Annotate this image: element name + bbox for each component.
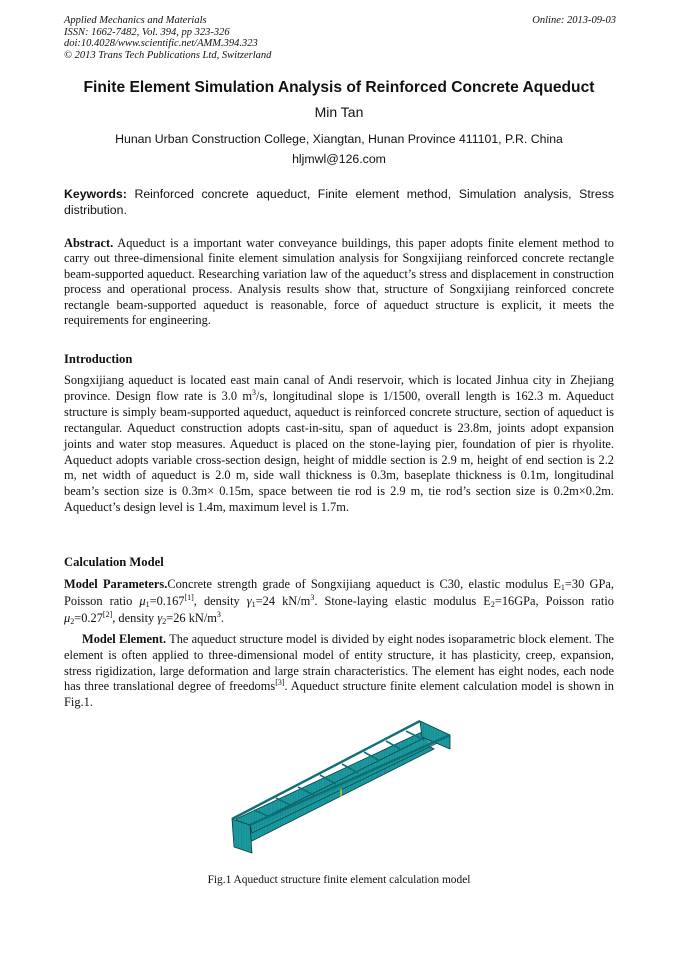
param-sub: 1 xyxy=(251,600,256,610)
issn-line: ISSN: 1662-7482, Vol. 394, pp 323-326 xyxy=(64,26,230,38)
param-text: . xyxy=(220,611,225,626)
introduction-paragraph xyxy=(64,373,614,516)
mu-symbol: μ xyxy=(139,594,146,609)
section-heading-calculation-model: Calculation Model xyxy=(64,555,164,569)
model-element-paragraph xyxy=(64,632,614,711)
author-name: Min Tan xyxy=(314,104,364,120)
element-text: The aqueduct structure model is divided by eight nodes isoparametric block element. The element is often applied to three-dimensional model of entity structure, it has plasticity, creep, expansion, stress rigidization, large deformation and large strain characteristics. The element has eight nodes, each node has three translational degree of freedoms xyxy=(64,632,615,694)
keywords-label: Keywords: xyxy=(64,187,127,201)
param-text: =24 kN/m xyxy=(255,594,311,609)
param-sub: 2 xyxy=(162,617,167,627)
param-sub: 2 xyxy=(70,617,75,627)
citation-ref: [2] xyxy=(102,610,113,620)
param-text: =26 kN/m xyxy=(166,611,217,626)
param-sub: 1 xyxy=(560,583,565,592)
affiliation: Hunan Urban Construction College, Xiangtan, Hunan Province 411101, P.R. China xyxy=(115,132,563,146)
aqueduct-fe-model-figure xyxy=(228,715,458,865)
journal-name: Applied Mechanics and Materials xyxy=(64,15,207,26)
param-text: . Stone-laying elastic modulus E xyxy=(314,594,491,609)
citation-ref: [3] xyxy=(275,678,285,688)
copyright-line: © 2013 Trans Tech Publications Ltd, Switzerland xyxy=(64,49,272,61)
param-text: =0.27 xyxy=(74,611,103,626)
figure-caption: Fig.1 Aqueduct structure finite element calculation model xyxy=(207,874,471,886)
paper-title: Finite Element Simulation Analysis of Reinforced Concrete Aqueduct xyxy=(83,79,595,96)
aqueduct-side-wall-back xyxy=(250,731,450,833)
param-text: , density xyxy=(193,594,247,609)
model-parameters-label: Model Parameters. xyxy=(64,577,168,591)
param-sub: 2 xyxy=(490,600,495,610)
param-text: =30 GPa, Poisson ratio xyxy=(64,577,614,609)
top-beam-back xyxy=(250,735,450,825)
intro-text: Songxijiang aqueduct is located east main canal of Andi reservoir, which is located Jinhua city in Zhejiang province. Design flow rate is 3.0 m xyxy=(64,373,614,403)
abstract-label: Abstract. xyxy=(64,236,114,250)
abstract-text: Aqueduct is a important water conveyance buildings, this paper adopts finite element method to carry out three-dimensional finite element simulation analysis for Songxijiang reinforced concrete rectangle beam-supported aqueduct. Researching variation law of the aqueduct’s stress and displacement in construction process and operational process. Analysis results show that, structure of Songxijiang reinforced concrete rectangle beam-supported aqueduct is reasonable, force of aqueduct structure is explicit, it meets the requirements for engineering. xyxy=(64,236,614,328)
keywords xyxy=(64,187,614,218)
param-sup: 3 xyxy=(310,593,315,603)
gamma-symbol: γ xyxy=(246,594,252,609)
online-date: Online: 2013-09-03 xyxy=(532,15,616,26)
citation-ref: [1] xyxy=(184,593,194,603)
param-sub: 1 xyxy=(145,600,150,610)
element-text: . Aqueduct structure finite element calculation model is shown in Fig.1. xyxy=(64,679,614,710)
param-text: , density xyxy=(112,611,158,626)
intro-text: /s, longitudinal slope is 1/1500, overall length is 162.3 m. Aqueduct structure is simply beam-supported aqueduct, aqueduct is reinforced concrete structure, section of aqueduct is rectangular. Aqueduct construction adopts cast-in-situ, span of aqueduct is 23.8m, joints adopt expansion joints and water stop measures. Aqueduct is placed on the stone-laying pier, foundation of pier is rhyolite. Aqueduct adopts variable cross-section design, height of middle section is 2.9 m, height of end section is 2.2 m, net width of aqueduct is 2.0 m, side wall thickness is 0.3m, baseplate thickness is 0.1m, longitudinal beam’s section size is 0.3m× 0.15m, space between tie rod is 2.9 m, tie rod’s section size is 0.2m×0.2m. Aqueduct’s design level is 1.4m, maximum level is 1.7m. xyxy=(64,388,614,515)
section-heading-introduction: Introduction xyxy=(64,352,133,366)
doi-line: doi:10.4028/www.scientific.net/AMM.394.323 xyxy=(64,38,258,49)
param-text: Concrete strength grade of Songxijiang aqueduct is C30, elastic modulus E xyxy=(167,577,561,591)
journal-header xyxy=(64,15,616,61)
intro-sup: 3 xyxy=(252,387,257,397)
param-text: =16GPa, Poisson ratio xyxy=(494,594,614,609)
model-parameters-paragraph xyxy=(64,576,614,628)
author-email: hljmwl@126.com xyxy=(292,152,386,166)
param-sup: 3 xyxy=(216,610,221,620)
model-element-label: Model Element. xyxy=(82,632,167,646)
gamma-symbol: γ xyxy=(157,611,163,626)
mu-symbol: μ xyxy=(64,611,71,626)
param-text: =0.167 xyxy=(149,594,185,609)
abstract xyxy=(64,236,614,328)
keywords-text: Reinforced concrete aqueduct, Finite element method, Simulation analysis, Stress distribution. xyxy=(64,187,614,217)
